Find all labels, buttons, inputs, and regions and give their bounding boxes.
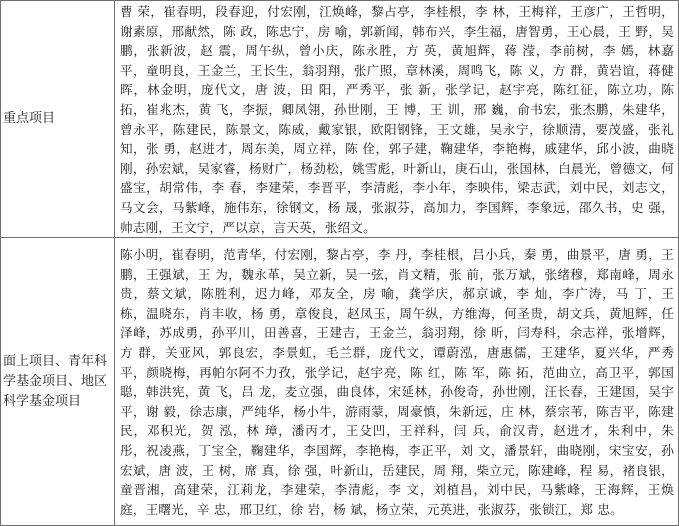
table-row-key-projects [1,1,679,238]
category-label: 重点项目 [1,1,115,238]
names-list: 曹 荣，崔春明，段春迎，付宏刚，江焕峰，黎占亭，李桂根，李 林，王梅祥，王彦广，王哲明，谢素原，邢献然，陈 政，陈忠宁，房 喻，郭新闻，韩布兴，李生福，唐智勇，王心晨，王 野，吴 鹏，张新波，赵 震，周午纵，曾小庆，陈永胜，方 英，黄旭辉，蒋 滢，李前树，李 嫣，林嘉平，童明良，王金兰，王长生，翁羽翔，张广照，章林溪，周鸣飞，陈 义，方 群，黄岩谊，蒋健晖，林金明，庞代文，唐 波，田 阳，严秀平，张 新，张学记，赵宇亮，陈红征，陈立功，陈 拓，崔兆杰，黄 飞，李振，卿凤翎，孙世刚，王 博，王 训，邢 巍，俞书宏，张杰鹏，朱建华，曾永平，陈建民，陈景文，陈威，戴家银，欧阳钢锋，王文雄，吴永宁，徐顺清，要茂盛，张礼知，张 勇，赵进才，周东美，周立祥，陈 佺，郭子建，鞠建华，李艳梅，戚建华，邱小波，曲晓刚，孙宏斌，吴家睿，杨财广，杨劲松，姚雪彪，叶新山，庚石山，张国林，白晨光，曾德文，何盛宝，胡常伟，李 春，李建荣，李晋平，李清彪，李小年，李映伟，梁志武，刘中民，刘志文，马文会，马紫峰，施伟东，徐钢文，杨 晟，张淑芬，高加力，李国辉，李象远，邵久书，史 强，帅志刚，王文宁，严以京，言天英，张绍文。 [115,1,679,238]
category-label: 面上项目、青年科学基金项目、地区科学基金项目 [1,238,115,526]
table-row-general-projects [1,238,679,526]
names-list: 陈小明，崔春明，范青华，付宏刚，黎占亭，李 丹，李桂根，吕小兵，秦 勇，曲景平，唐 勇，王鹏，王强斌，王 为，魏永革，吴立新，吴一弦，肖文精，张 前，张万斌，张绪穆，郑南峰，周永贵，蔡文斌，陈胜利，迟力峰，邓友全，房 喻，龚学庆，郝京诚，李 灿，李广涛，马 丁，王 栋，温晓东，肖丰收，杨 勇，章俊良，赵凤玉，周午纵，方维海，何圣贵，胡文兵，黄旭辉，任泽峰，苏成勇，孙平川，田善喜，王建吉，王金兰，翁羽翔，徐 昕，闫寿科，余志祥，张增辉，方 群，关亚风，郭良宏，李景虹，毛兰群，庞代文，谭蔚泓，唐惠儒，王建华，夏兴华，严秀平，颜晓梅，再帕尔阿不力孜，张学记，赵宇亮，陈 红，陈 军，陈 拓，范曲立，高卫平，郭国聪，韩洪宪，黄 飞，吕 龙，麦立强，曲良体，宋延林，孙俊奇，孙世刚，汪长春，王建国，吴宇平，谢 毅，徐志康，严纯华，杨小牛，游雨蒙，周豪慎，朱新远，庄 林，蔡宗苇，陈吉平，陈建民，邓积光，贺 泓，林 璋，潘丙才，王殳凹，王祥科，闫 兵，俞汉青，赵进才，朱利中，朱 彤，祝凌燕，丁宝全，鞠建华，李国辉，李艳梅，李正平，刘 文，潘景轩，曲晓刚，宋宝安，孙宏斌，唐 波，王 树，席 真，徐 强，叶新山，岳建民，周 翔，柴立元，陈建峰，程 易，褚良银，童晋湘，高建荣，江莉龙，李建荣，李清彪，李 文，刘植昌，刘中民，马紫峰，王海辉，王焕庭，王曙光，辛 忠，邢卫红，徐 岩，杨 斌，杨立荣，元英进，张淑芬，张锁江，郑 忠。 [115,238,679,526]
